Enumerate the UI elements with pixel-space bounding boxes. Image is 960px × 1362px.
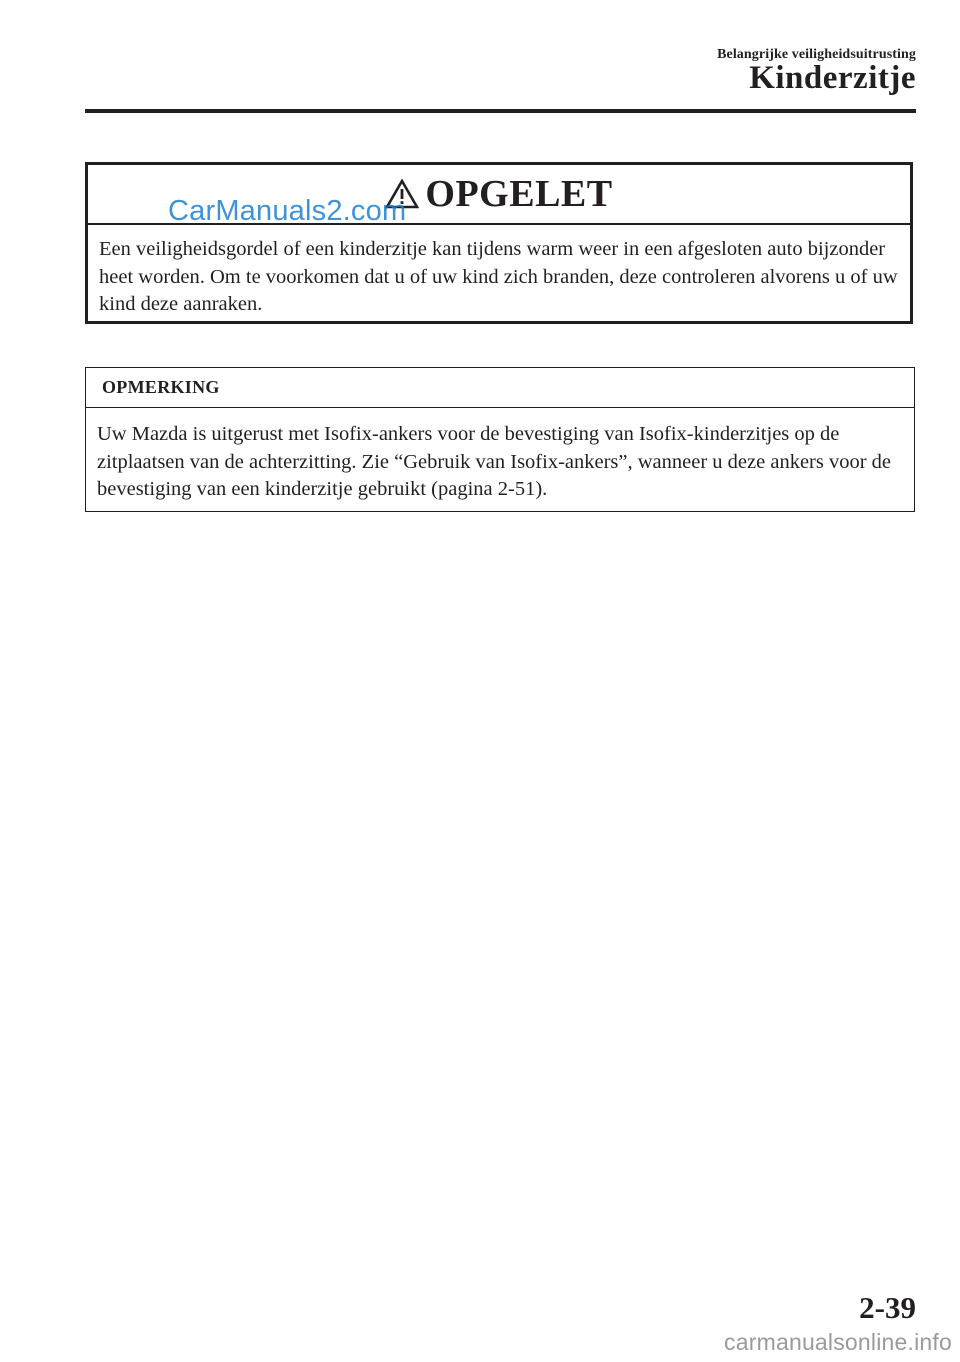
page-number: 2-39: [859, 1290, 916, 1325]
section-label: Belangrijke veiligheidsuitrusting: [717, 47, 916, 62]
note-text: Uw Mazda is uitgerust met Isofix-ankers voor de bevestiging van Isofix-kinderzitjes op de zitplaatsen van de achterzitting. Zie “Gebruik van Isofix-ankers”, wanneer u deze ankers voor de bevestiging van een kinderzitje gebruikt (pagina 2-51).: [97, 423, 892, 500]
note-box: [85, 367, 915, 512]
watermark-logo: CarManuals2.com: [168, 195, 407, 227]
warning-box: [85, 162, 913, 324]
warning-title: OPGELET: [425, 173, 613, 215]
footer-watermark: carmanualsonline.info: [724, 1329, 952, 1355]
page-title: Kinderzitje: [749, 60, 916, 96]
warning-header: [88, 165, 910, 225]
warning-text: Een veiligheidsgordel of een kinderzitje kan tijdens warm weer in een afgesloten auto bijzonder heet worden. Om te voorkomen dat u of uw kind zich branden, deze controleren alvorens u of uw kind deze aanraken.: [99, 238, 898, 315]
header-divider: [85, 109, 916, 113]
note-title: OPMERKING: [86, 368, 914, 408]
